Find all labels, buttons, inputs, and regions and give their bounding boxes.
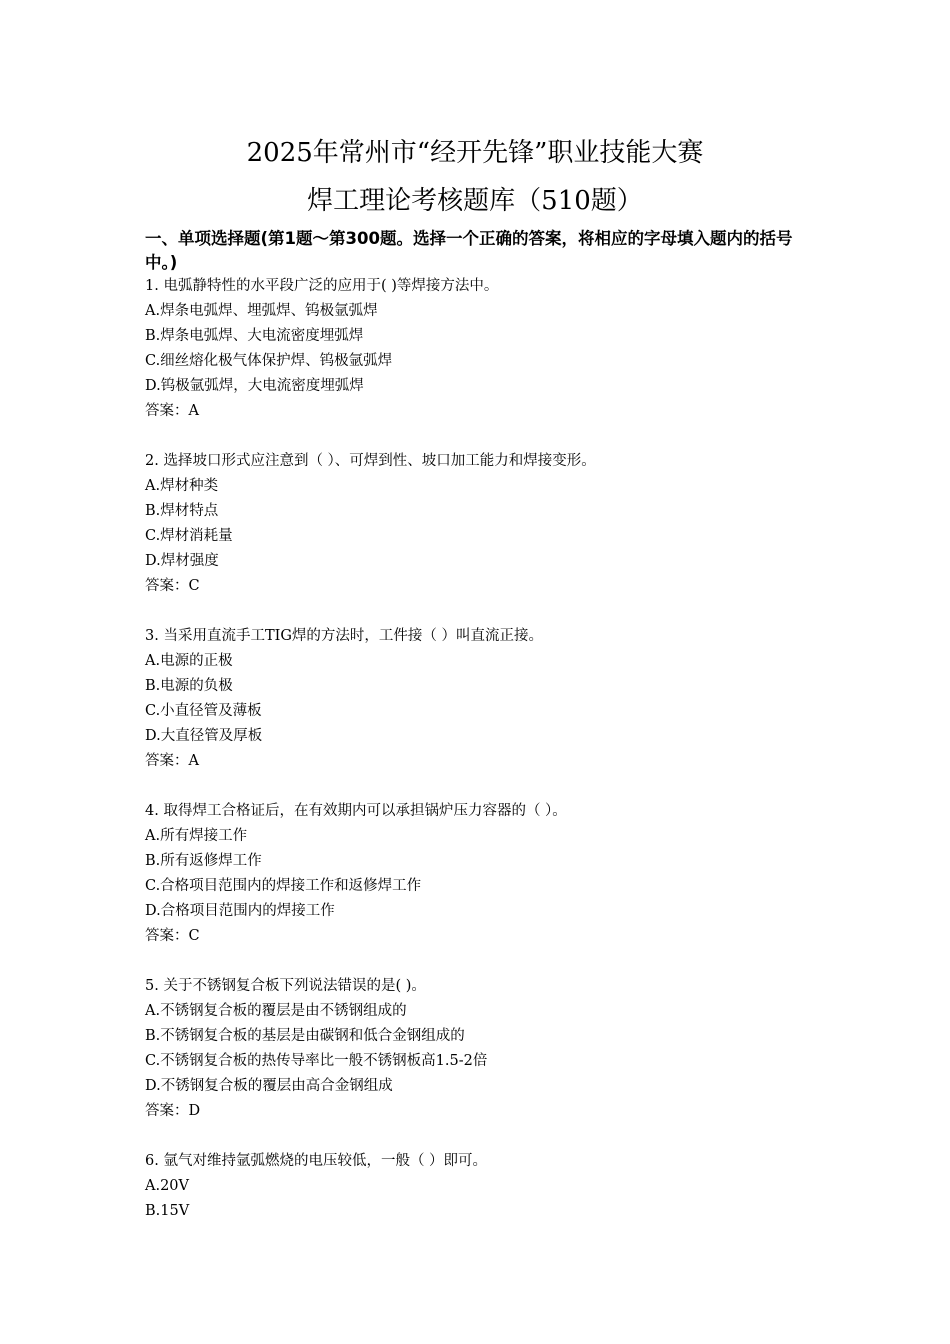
question-stem: 4. 取得焊工合格证后，在有效期内可以承担锅炉压力容器的（ ）。 [145,803,567,819]
answer: 答案：C [145,578,200,594]
question-stem: 3. 当采用直流手工TIG焊的方法时，工件接（ ）叫直流正接。 [145,628,544,644]
answer: 答案：C [145,928,200,944]
document-title-line1: 2025年常州市“经开先锋”职业技能大赛 [246,138,704,168]
option-b: B.不锈钢复合板的基层是由碳钢和低合金钢组成的 [145,1028,465,1044]
question-6 [145,1149,825,1224]
question-4 [145,799,825,949]
option-c: C.焊材消耗量 [145,528,233,544]
option-d: D.焊材强度 [145,553,219,569]
option-b: B.焊材特点 [145,503,219,519]
question-list [145,274,825,1249]
question-2 [145,449,825,599]
option-d: D.不锈钢复合板的覆层由高合金钢组成 [145,1078,393,1094]
option-b: B.电源的负极 [145,678,233,694]
option-a: A.不锈钢复合板的覆层是由不锈钢组成的 [145,1003,407,1019]
question-stem: 5. 关于不锈钢复合板下列说法错误的是( )。 [145,978,426,994]
question-5 [145,974,825,1124]
option-c: C.细丝熔化极气体保护焊、钨极氩弧焊 [145,353,393,369]
answer: 答案：A [145,403,199,419]
question-stem: 1. 电弧静特性的水平段广泛的应用于( )等焊接方法中。 [145,278,499,294]
option-b: B.所有返修焊工作 [145,853,262,869]
option-c: C.小直径管及薄板 [145,703,262,719]
option-a: A.电源的正极 [145,653,233,669]
option-d: D.合格项目范围内的焊接工作 [145,903,335,919]
option-d: D.钨极氩弧焊，大电流密度埋弧焊 [145,378,364,394]
option-c: C.不锈钢复合板的热传导率比一般不锈钢板高1.5-2倍 [145,1053,488,1069]
document-title-line2: 焊工理论考核题库（510题） [307,186,643,216]
answer: 答案：D [145,1103,201,1119]
option-c: C.合格项目范围内的焊接工作和返修焊工作 [145,878,422,894]
option-a: A.焊条电弧焊、埋弧焊、钨极氩弧焊 [145,303,378,319]
option-b: B.15V [145,1203,190,1219]
question-1 [145,274,825,424]
option-a: A.焊材种类 [145,478,219,494]
answer: 答案：A [145,753,199,769]
section-heading: 一、单项选择题(第1题～第300题。选择一个正确的答案，将相应的字母填入题内的括号中。) [145,229,793,272]
question-3 [145,624,825,774]
option-b: B.焊条电弧焊、大电流密度埋弧焊 [145,328,364,344]
question-stem: 2. 选择坡口形式应注意到（ ）、可焊到性、坡口加工能力和焊接变形。 [145,453,596,469]
question-stem: 6. 氩气对维持氩弧燃烧的电压较低，一般（ ）即可。 [145,1153,488,1169]
option-a: A.20V [145,1178,190,1194]
option-a: A.所有焊接工作 [145,828,248,844]
option-d: D.大直径管及厚板 [145,728,263,744]
